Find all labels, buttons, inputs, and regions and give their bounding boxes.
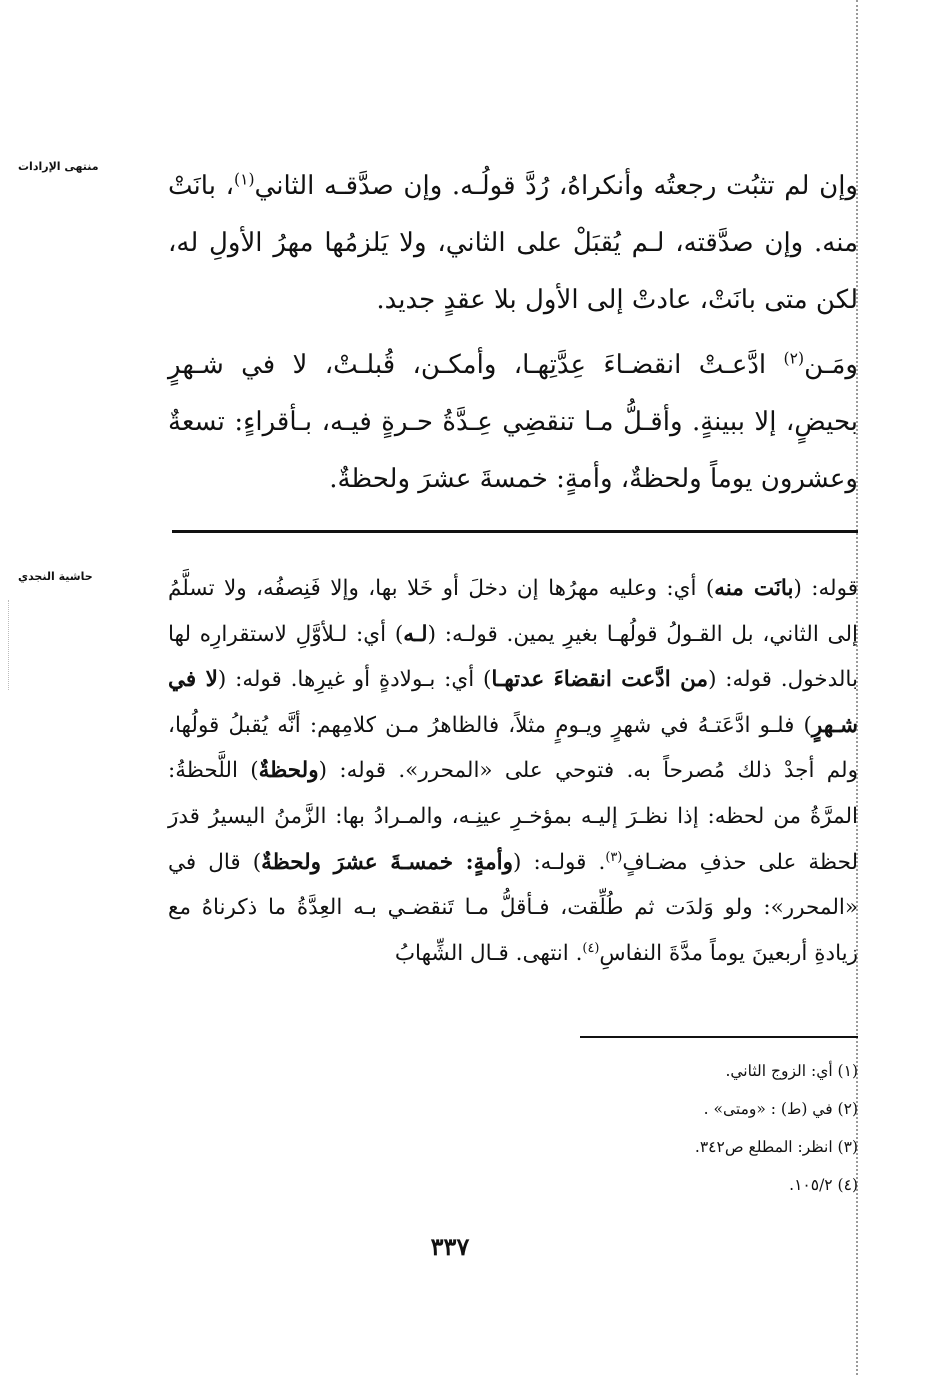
footnote-2: (٢) في (ط) : «ومتى» . <box>703 1100 858 1118</box>
quoted-phrase: لـه <box>403 621 428 647</box>
page-edge-dotted-mark <box>8 600 9 690</box>
quoted-phrase: وأمةٍ: خمسـةَ عشرَ ولحظةٌ <box>261 849 514 875</box>
margin-label-main-text: منتهى الإرادات <box>18 160 99 173</box>
quoted-phrase: لا في شـهرٍ <box>168 667 858 738</box>
margin-label-commentary: حاشية النجدي <box>18 570 93 583</box>
commentary-text <box>168 566 858 976</box>
quoted-phrase: ولحظةٌ <box>258 758 319 784</box>
footnote-ref-1[interactable]: (١) <box>233 170 255 189</box>
page-number: ٣٣٧ <box>430 1232 470 1261</box>
main-paragraph-1: وإن لم تثبُت رجعتُه وأنكراهُ، رُدَّ قولُـه. وإن صدَّقـه الثاني$^{(١)}$، بانَتْ منه. وإن صدَّقته، لـم يُقبَلْ على الثاني، ولا يَلزمُها مهرُ الأولِ له، لكن متى بانَتْ، عادتْ إلى الأول بلا عقدٍ جديد. <box>168 170 858 315</box>
quoted-phrase: من ادَّعت انقضاءَ عدتهـا <box>491 667 709 693</box>
footnote-divider <box>580 1036 858 1038</box>
footnotes <box>168 1052 858 1204</box>
footnote-1: (١) أي: الزوج الثاني. <box>725 1062 858 1080</box>
footnote-3: (٣) انظر: المطلع ص٣٤٢. <box>694 1138 858 1156</box>
main-text <box>168 158 858 508</box>
footnote-ref-2[interactable]: (٢) <box>783 349 805 368</box>
section-divider <box>172 530 858 533</box>
footnote-4: (٤) ١٠٥/٢. <box>789 1176 858 1194</box>
footnote-ref-4[interactable]: (٤) <box>582 940 600 956</box>
main-paragraph-2: ومَـن$^{(٢)}$ ادَّعـتْ انقضـاءَ عِدَّتِهـا، وأمكـن، قُبلـتْ، لا في شـهرٍ بحيضٍ، إلا ببينةٍ. وأقـلُّ مـا تنقضِي عِـدَّةُ حـرةٍ فيـه، بـأقراءٍ: تسعةٌ وعشرون يوماً ولحظةٌ، وأمةٍ: خمسةَ عشرَ ولحظةٌ. <box>168 349 858 494</box>
commentary-paragraph: قوله: (بانَت منه) أي: وعليه مهرُها إن دخلَ أو خَلا بها، وإلا فَنِصفُه، ولا تسلَّمُ إلى الثاني، بل القـولُ قولُهـا بغيرِ يمين. قولـه: (لـه) أي: لـلأوَّلِ لاستقرارِه لها بالدخول. قوله: (من ادَّعت انقضاءَ عدتهـا) أي: بـولادةٍ أو غيرِها. قوله: (لا في شـهرٍ) فلـو ادَّعَتـهُ في شهرٍ ويـومٍ مثلاً، فالظاهرُ مـن كلامِهم: أنَّه يُقبلُ قولُها، ولم أجدْ ذلك مُصرحاً به. فتوحي على «المحرر». قوله: (ولحظةٌ) اللَّحظةُ: المرَّةُ من لحظه: إذا نظـرَ إليـه بمؤخـرِ عينِـه، والمـرادُ بها: الزَّمنُ اليسيرُ قدرَ لحظة على حذفِ مضـافٍ$^{(٣)}$. قولـه: (وأمةٍ: خمسـةَ عشرَ ولحظةٌ) قال في «المحرر»: ولو وَلدَت ثم طُلِّقت، فـأقلُّ مـا تَنقضـي بـه العِدَّةُ ما ذكرناهُ مع زيادةِ أربعينَ يوماً مدَّةَ النفاسِ$^{(٤)}$. انتهى. قـال الشِّهابُ <box>168 576 858 966</box>
quoted-phrase: بانَت منه <box>714 576 794 601</box>
footnote-ref-3[interactable]: (٣) <box>605 849 623 865</box>
